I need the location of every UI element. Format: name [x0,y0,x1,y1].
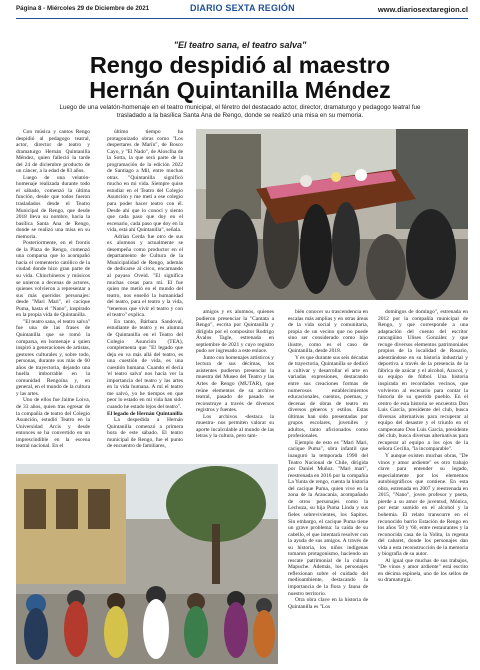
paragraph: último tiempo ha protagonizado obras como "Los despertares de Marín", de Bosco Cayo, y "El Nado", de Alosclha de la Sotta, la que será parte de la programación de la edición 2022 de Santiago a Mil, entre muchas otras. "Quintanilla significó mucho en mi vida. Siempre quise estudiar en el Teatro del Colegio Asunción y me metí a ese colegio para poder hacer teatro con él. Desde ahí que lo conocí y siento que cada paso que doy en el escenario, cada paso que doy en la vida, está ahí Quintanilla", señala. [107,129,183,234]
paragraph: Junto con homenajes artísticos y lectura de sus décimas, los asistentes pudieron presenciar la muestra del Museo del Teatro y las Artes de Rengo (MUTAR), que reúne elementos de su archivo teatral, pasado de pasado se reconstruye a través de diversos registros y fuentes. [196,354,274,414]
column-2 [107,129,183,460]
page-date: Página 8 - Miércoles 29 de Diciembre de 2021 [16,5,150,12]
page-header [16,3,468,17]
paragraph: Ejemplo de esto es "Mari Mari, cacique Puma", obra infantil que inauguró la temporada 1990 del Teatro Nacional de Chile, dirigida por Daniel Muñoz. "Mari mari", reestrenada en 2016 por la compañía La Yunta de rengo, cuenta la historia del cacique Puma, quien vive en la zona de la Araucanía, acompañado de otros personajes como la Lechuza, su hija Puma Linda y sus fieles sobrevivientes, los Sapitos. Sin embargo, el cacique Puma tiene un grave problema: la caída de su cabello, el que intentará resolver con la ayuda de sus amigos. A través de su historia, los niños indígenas tomaron protagonismo, haciendo un rescate patrimonial de la cultura Mapuche. Además, los personajes reflexionan sobre el cuidado del medioambiente, destacando la importancia de la flora y fauna de nuestro territorio. [288,439,368,597]
paragraph: amigos y ex alumnos, quienes pudieron presenciar la "Cantata a Rengo", escrita por Quintanilla y dirigida por el compositor Rodrigo Ávalos Tagle, estrenada en septiembre de 2021 y cuyo registro pudo ser ingresado a este enlace. [196,309,274,355]
kicker: "El teatro sana, el teatro salva" [173,40,307,50]
website-link[interactable]: www.diariosextaregion.cl [377,5,468,14]
paragraph: Y es que durante sus seis décadas de trayectoria, Quintanilla se dedicó a cultivar y desarrollar el arte en variadas expresiones, destacando entre sus creaciones formas de numerosos establecimientos educacionales, cuentos, poemas, y decenas de obras de teatro en diversos géneros y estilos. Estas últimas han sido presentadas por grupos escolares, juveniles y adultos, tanto aficionados como profesionales. [288,354,368,440]
headline-line-1: Rengo despidió al maestro [89,52,391,78]
funeral-procession-photo [196,129,468,300]
deck: Luego de una velatón-homenaje en el teatro municipal, el féretro del destacado actor, director, dramaturgo y pedagogo teatral fue trasladado a la basílica Santa Ana de Rengo, donde se realizó una misa en su memoria. [59,104,421,119]
column-5 [378,309,468,661]
headline-line-2: Hernán Quintanilla Méndez [89,77,391,103]
paragraph: Otra obra clave en la historia de Quintanilla es "Los [288,597,368,610]
column-4 [288,309,368,661]
paragraph: Con música y cantos Rengo despidió al pedagogo teatral, actor, director de teatro y dramaturgo Hernán Quintanilla Méndez, quien falleció la tarde del 24 de diciembre producto de un cáncer, a la edad de 83 años. [16,129,90,175]
headline [0,53,480,103]
paragraph: En tanto, Bárbara Sandoval, estudiante de teatro y es alumna de Quintanilla en el Teatro del Colegio Asunción (TEA), complementa que "El legado que deja en va más allá del teatro, es una cuestión de vida, es una cuestión humana. Cuando el decía 'el teatro salva' nos hacía ver la importancia del teatro y las artes en la vida humana. A mí el teatro me salvó, yo he tiempos en que peor lo estado en mi vida han sido cuando he estado lejos del teatro". [107,318,183,410]
paragraph: Luego de una velatón-homenaje realizada durante todo el sábado, comenzó la última función, desde que todos fueron trasladados desde el Teatro Municipal de Rengo, que desde 2018 lleva su nombre, hacia la basílica Santa Ana de Rengo, donde se realizó una misa en su memoria. [16,174,90,240]
paragraph: La despedida a Hernán Quintanilla comenzó a primera hora de este sábado. El teatro municipal de Rengo, fue el punto de encuentro de familiares, [107,417,183,450]
header-rule [16,18,468,19]
paragraph: Adrian Cerda fue otro de sus ex alumnos y actualmente se desempeña como productor en el departamento de Cultura de la Municipalidad de Rengo, además de dedicarse al circo, encarnando al payaso Oveid. "El significa muchas cosas para mí. El fue quien me metió en el mundo del teatro, nos enseñó la humanidad del teatro, para el teatro y la vida, "tenemos que vivir el teatro y con el teatro" explica. [107,233,183,319]
paragraph: domingos de domingo", estrenada en 2012 por la compañía municipal de Rengo, y que corresponde a una adaptación del cuento del escritor rancagüino Ulises González y que recoge diversos elementos patrimoniales propios de la localidad de Rosario, adentrándose en su historia industrial y deportiva a través de la presencia de la fábrica de azúcar y el alcohol, Azucol, y su equipo de fútbol. Una historia inspirada en recordados vecinos, que volvieron al escenario para contar la historia de su querido pueblo. En el centro de esta historia se encuentra Don Luis García, presidente del club, busca diversas alternativas para recuperar al equipo del desastre y el triunfo en el campeonato Don Luis García, presidente del club, busca diversas alternativas para recuperar al equipo a los ojos de la señora Cecilia, "la incomparable". [378,309,468,453]
paragraph: Y aunque existen muchas obras, "De vinos y amor ardiente" es otro trabajo clave para entender su legado, especialmente por los elementos autobiográficos que contiene. En esta obra, estrenada en 2007 y reestrenada en 2015, "Nano", joven profesor y poeta, pierde a su amor de juventud, Mónica, por estar sumido en el alcohol y la bohemia. El relato transcurre en el reconocido barrio Estación de Rengo en los años '50 y '60, entre restaurantes y la reconocida casa de la Yolita, la regenta del cabaret, donde los personajes dan vida a esta reconstrucción de la memoria y biografía de su autor. [378,453,468,558]
paragraph: Al igual que muchas de sus trabajos, "De vinos y amor ardiente" está escrito en décima espinela, uno de los sellos de su dramaturgia. [378,557,468,584]
paragraph: Uno de ellos fue Jaime Loiva, de 33 años, quien tras egresar de la compañía de teatro del Colegio Asunción, estudió Teatro en la Universidad Arcis y desde entonces se ha convertido en un imprescindible en la escena teatral nacional. En el [16,397,90,450]
newspaper-name: DIARIO SEXTA REGIÓN [190,3,295,13]
comparsa-plaza-photo [16,464,278,664]
paragraph: Los archivos -destaca la muestra- nos permiten valorar su aporte incalculable al mundo de las letras y la cultura, pero tam- [196,413,274,440]
subheading: El legado de Hernán Quintanilla [107,410,183,417]
paragraph: Posteriormente, en el frontis de la Plaza de Rengo, comenzó una comparsa que lo acompañó hacia el cementerio católico de la ciudad donde hizo gran parte de su vida. Chinchineros y músicos se unieron a decenas de actores, quienes volvieron a representar a sus más queridos personajes: desde "Mari Mari", el cacique Puma, hasta el "Nano", inspirado en la propia vida de Quintanilla. [16,240,90,319]
paragraph: bién conocer su trascendencia en escalas más amplias y en otras áreas de la vida social y comunitaria, propia de un vecino que no puede sino ser considerado como hijo ilustre, como es el caso de Quintanilla, desde 2018. [288,309,368,355]
column-3 [196,309,274,459]
paragraph: "El teatro sana, el teatro salva" fue una de las frases de Quintanilla que se tomó la comparsa, en homenaje a quien inspiró a generaciones de artistas, gestores culturales y, sobre todo, personas, durante sus más de 60 años de trayectoria, dejando una huella imborrable en la comunidad Rengoína y, en general, en el mundo de la cultura y las artes. [16,318,90,397]
